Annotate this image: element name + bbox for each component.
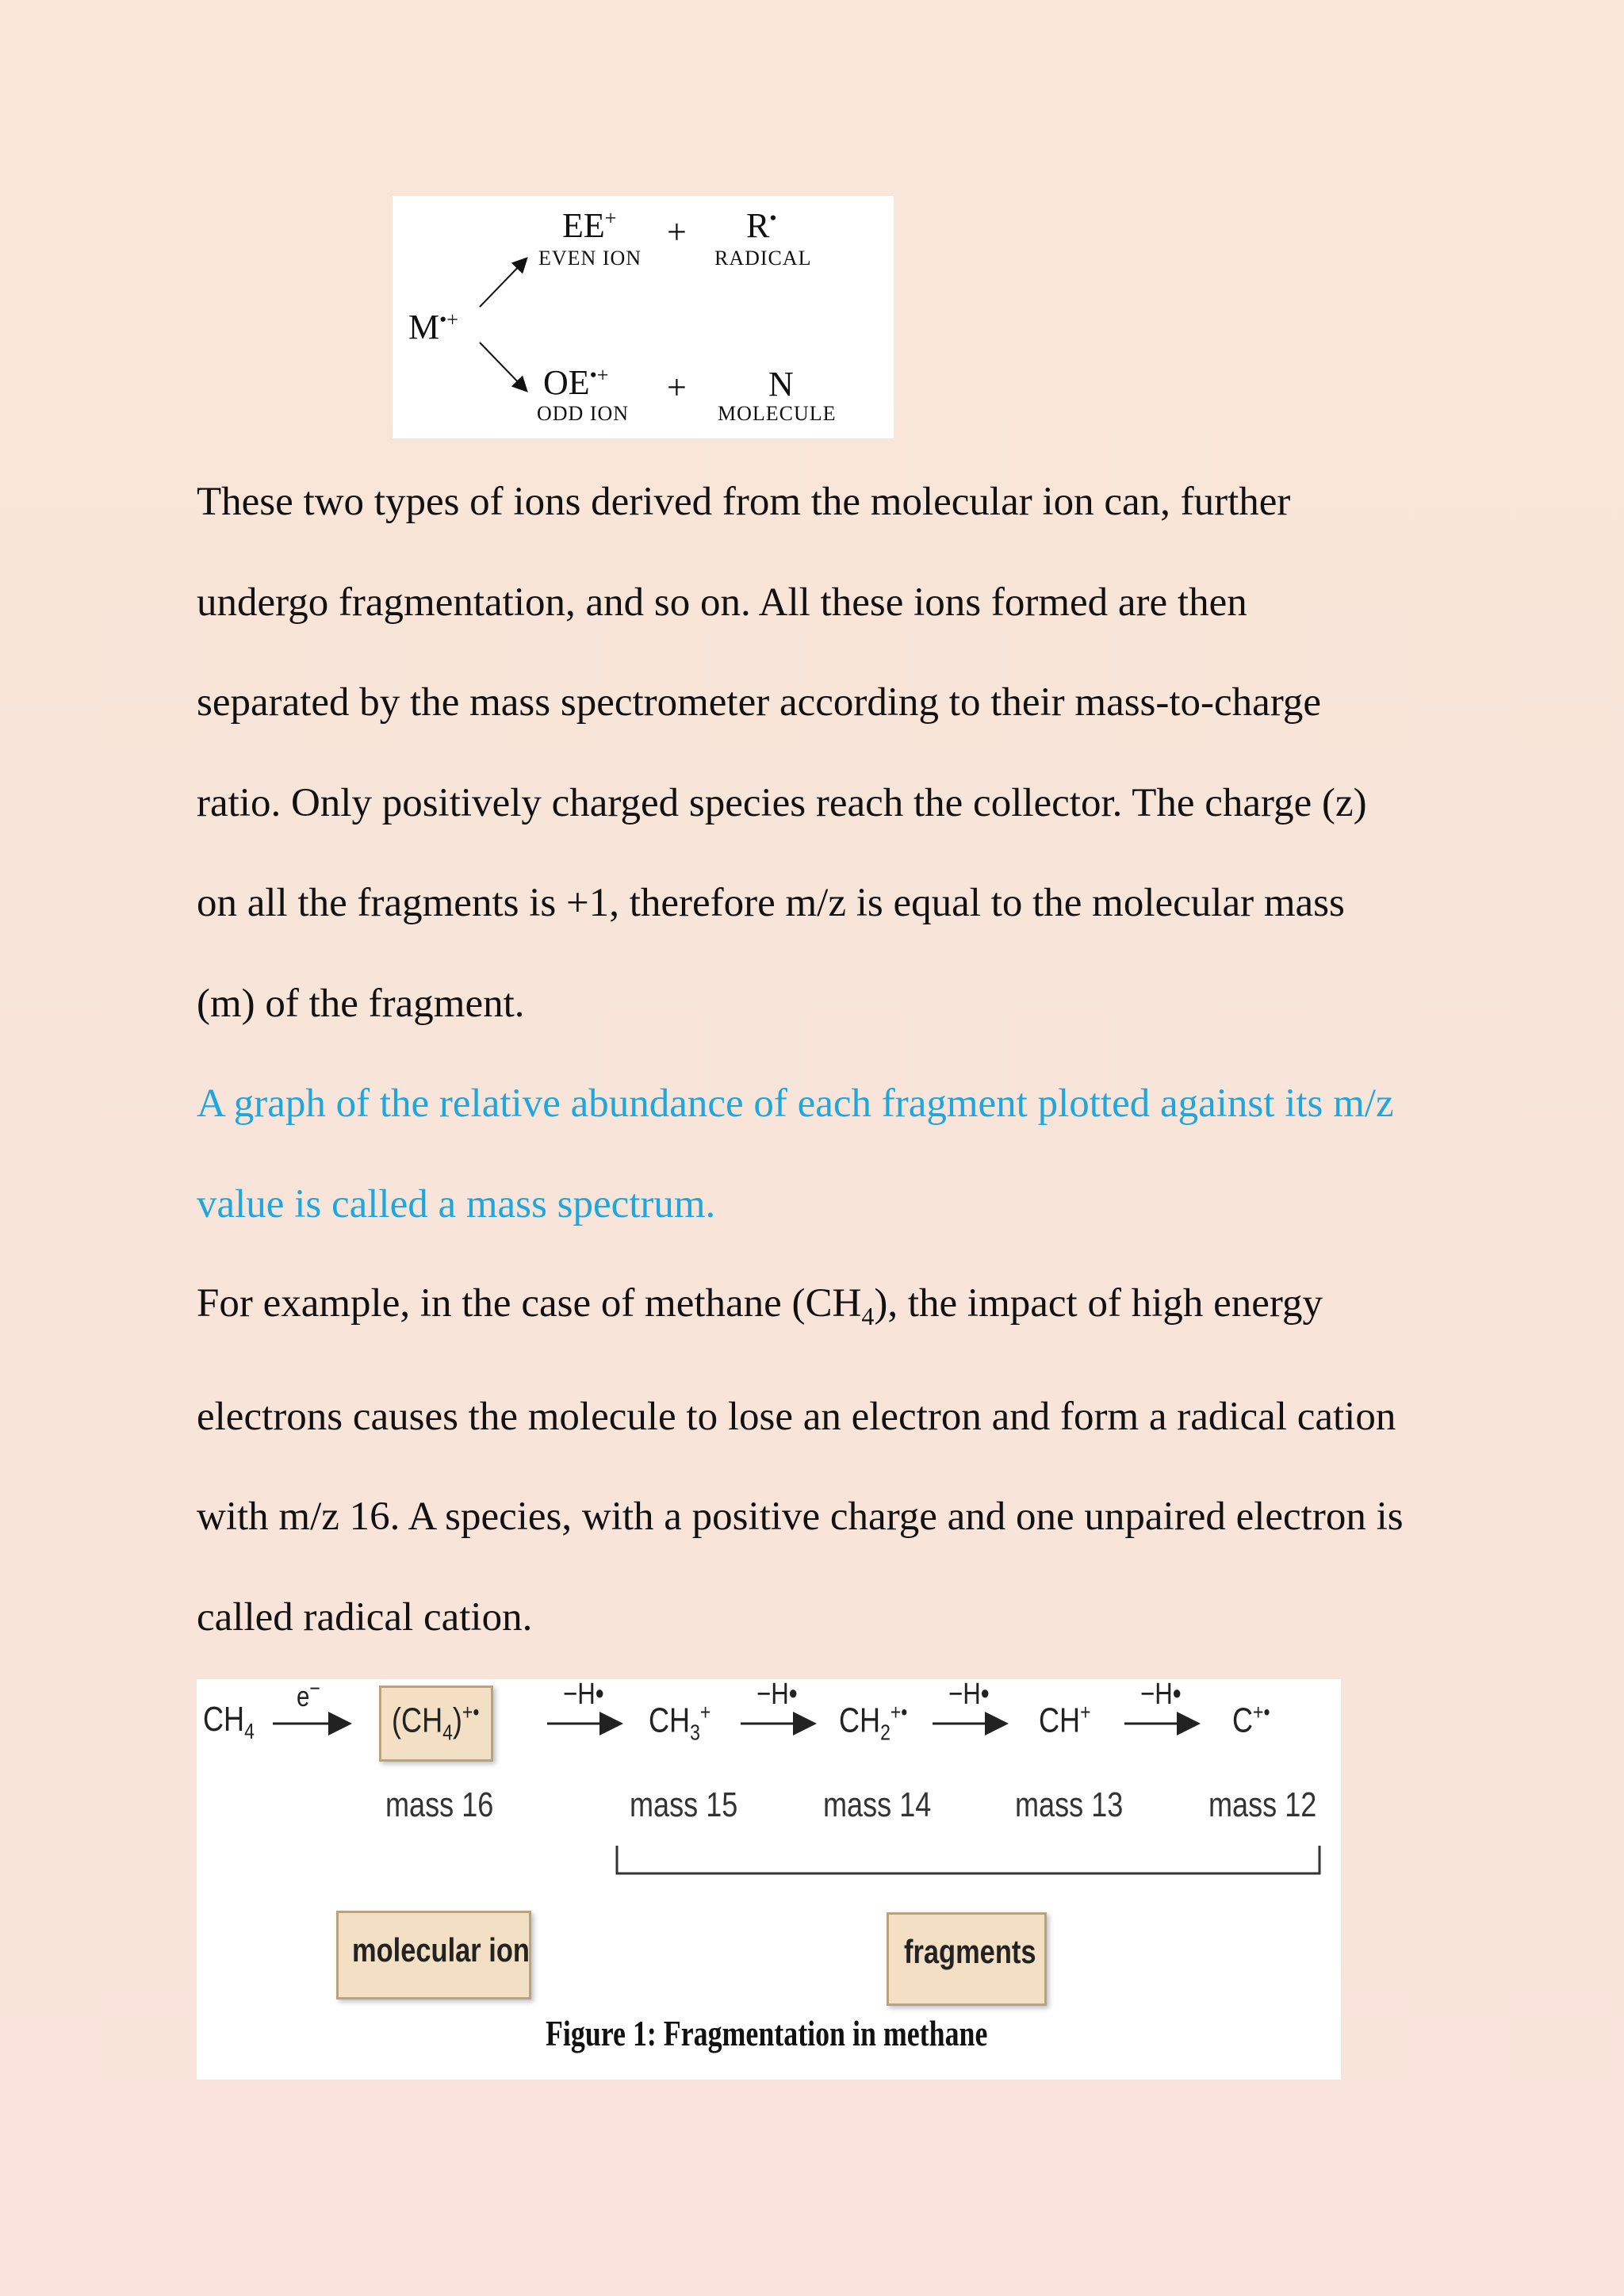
- paragraph-methane-example: [197, 1253, 1513, 1667]
- hydrogen-loss-label: −H•: [756, 1678, 798, 1711]
- mass-label: mass 15: [630, 1785, 738, 1824]
- fragments-label: fragments: [904, 1933, 1036, 1970]
- paragraph-fragmentation: [197, 452, 1513, 1054]
- mass-label: mass 14: [823, 1785, 932, 1824]
- fragment-c: C+•: [1232, 1700, 1270, 1740]
- plus-sign-top: +: [667, 212, 687, 251]
- text-line: with m/z 16. A species, with a positive charge and one unpaired electron is: [197, 1494, 1404, 1540]
- mass-label: mass 13: [1015, 1785, 1124, 1824]
- hydrogen-loss-label: −H•: [1140, 1678, 1182, 1711]
- text-line: These two types of ions derived from the molecular ion can, further: [197, 480, 1291, 524]
- text-line: undergo fragmentation, and so on. All these ions formed are then: [197, 580, 1247, 625]
- even-ion-symbol: EE+: [562, 206, 617, 245]
- radical-label: RADICAL: [714, 247, 812, 270]
- molecular-ion-label: molecular ion: [352, 1931, 530, 1969]
- fragments-bracket: [617, 1846, 1320, 1873]
- text-line: on all the fragments is +1, therefore m/z is equal to the molecular mass: [197, 881, 1345, 925]
- parent-ion: M•+: [408, 308, 458, 346]
- hydrogen-loss-label: −H•: [948, 1678, 990, 1711]
- text-line: For example, in the case of methane $(CH_4)$, the impact of high energy: [197, 1281, 1323, 1331]
- text-line: electrons causes the molecule to lose an electron and form a radical cation: [197, 1394, 1396, 1439]
- arrow-down: [480, 342, 526, 390]
- molecular-ion-formula: $(CH_4)^{+•}$: [392, 1700, 480, 1745]
- methane-fragmentation-figure: [197, 1676, 1341, 2080]
- fragment-ch: CH+: [1039, 1700, 1091, 1740]
- text-line: separated by the mass spectrometer according to their mass-to-charge: [197, 680, 1322, 725]
- odd-ion-label: ODD ION: [537, 402, 630, 425]
- odd-ion-symbol: OE•+: [543, 363, 609, 402]
- mass-spectrum-definition: [197, 1054, 1513, 1254]
- text-line: (m) of the fragment.: [197, 981, 525, 1026]
- text-line: ratio. Only positively charged species reach the collector. The charge (z): [197, 780, 1367, 825]
- molecule-symbol: N: [768, 365, 794, 404]
- mass-label: mass 16: [385, 1785, 494, 1824]
- fragment-ch2: $CH_2^{+•}$: [839, 1700, 908, 1745]
- fragment-ch3: $CH_3^+$: [649, 1700, 711, 1745]
- hydrogen-loss-label: −H•: [563, 1678, 604, 1711]
- plus-sign-bottom: +: [667, 368, 687, 407]
- methane-formula: $CH_4$: [203, 1700, 255, 1743]
- text-line: called radical cation.: [197, 1594, 533, 1640]
- figure-caption: Figure 1: Fragmentation in methane: [546, 2013, 988, 2053]
- text-line: value is called a mass spectrum.: [197, 1181, 716, 1226]
- molecule-label: MOLECULE: [718, 402, 837, 425]
- electron-label: e−: [297, 1676, 320, 1712]
- mass-label: mass 12: [1208, 1785, 1317, 1824]
- arrow-up: [480, 259, 526, 307]
- text-line: A graph of the relative abundance of each fragment plotted against its m/z: [197, 1081, 1394, 1126]
- radical-symbol: R•: [746, 206, 777, 245]
- ion-scheme-diagram: [393, 196, 894, 438]
- even-ion-label: EVEN ION: [538, 247, 642, 270]
